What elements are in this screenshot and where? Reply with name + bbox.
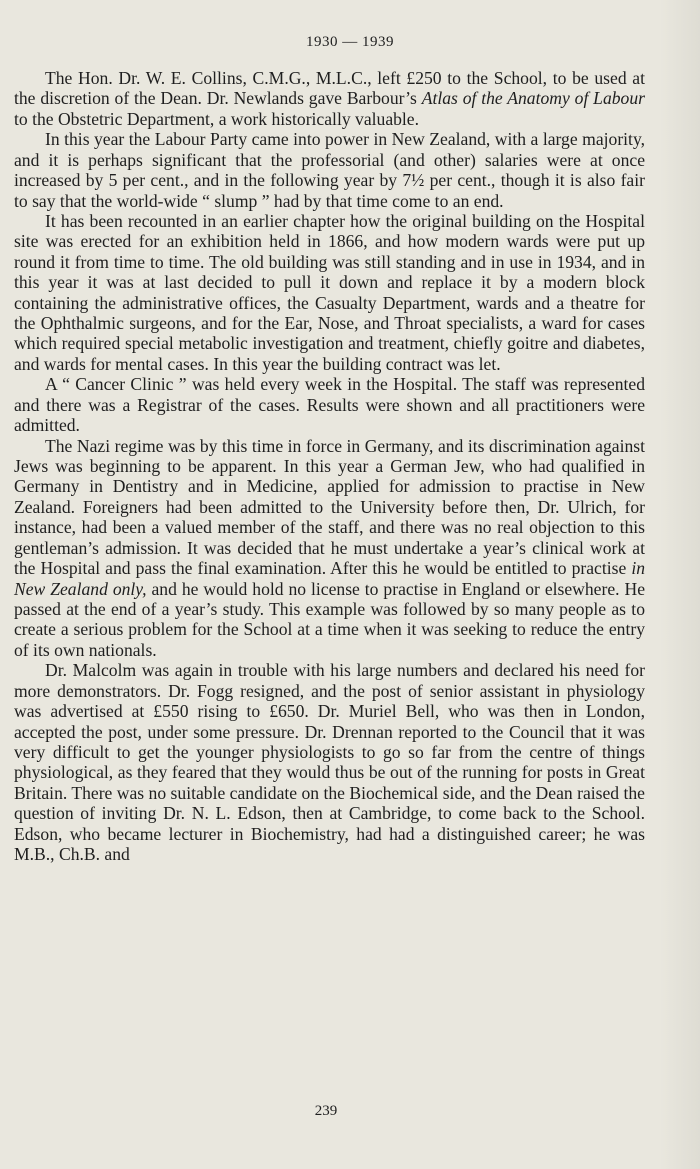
book-title: Atlas of the Anatomy of Labour bbox=[421, 88, 645, 109]
paragraph-labour-party bbox=[14, 129, 645, 211]
paragraph-bequest bbox=[14, 68, 645, 129]
text-run: It has been recounted in an earlier chapter how the original building on the Hospital site was erected for an exhibition held in 1866, and how modern wards were put up round it from time to time. The old building was still standing and in use in 1934, and in this year it was at last decided to pull it down and replace it by a modern block containing the administrative offices, the Casualty Department, wards and a theatre for the Ophthalmic surgeons, and for the Ear, Nose, and Throat specialists, a ward for cases which required special metabolic investigation and treatment, chiefly goitre and diabetes, and wards for mental cases. In this year the building contract was let. bbox=[14, 210, 645, 374]
paragraph-cancer-clinic bbox=[14, 374, 645, 435]
paragraph-demonstrators bbox=[14, 660, 645, 864]
text-run: to the Obstetric Department, a work historically valuable. bbox=[14, 108, 420, 129]
running-head: 1930 — 1939 bbox=[306, 34, 394, 50]
text-run: The Nazi regime was by this time in force in Germany, and its discrimination against Jews was beginning to be apparent. In this year a German Jew, who had qualified in Germany in Dentistry and in Medicine, applied for admission to practise in New Zealand. Foreigners had been admitted to the University before then, Dr. Ulrich, for instance, had been a valued member of the staff, and there was no real objection to this gentleman’s admission. It was decided that he must undertake a year’s clinical work at the Hospital and pass the final examination. After this he would be entitled to practise bbox=[14, 435, 645, 579]
text-run: The Hon. Dr. W. E. Collins, C.M.G., M.L.C., left £250 to the School, to be used at the discretion of the Dean. Dr. Newlands gave Barbour’s bbox=[14, 68, 645, 109]
text-run: Dr. Malcolm was again in trouble with his large numbers and declared his need for more demonstrators. Dr. Fogg resigned, and the post of senior assistant in physiology was advertised at £550 rising to £650. Dr. Muriel Bell, who was then in London, accepted the post, under some pressure. Dr. Drennan reported to the Council that it was very difficult to get the younger physiologists to go so far from the centre of things physiological, as they feared that they would thus be out of the running for posts in Great Britain. There was no suitable candidate on the Biochemical side, and the Dean raised the question of inviting Dr. N. L. Edson, then at Cambridge, to come back to the School. Edson, who became lecturer in Biochemistry, had had a distinguished career; he was M.B., Ch.B. and bbox=[14, 660, 645, 865]
body-text bbox=[14, 68, 645, 864]
text-run: A “ Cancer Clinic ” was held every week in the Hospital. The staff was represented and there was a Registrar of the cases. Results were shown and all practitioners were admitted. bbox=[14, 374, 645, 436]
paragraph-hospital-building bbox=[14, 211, 645, 374]
page-number: 239 bbox=[314, 1103, 338, 1119]
text-run: and he would hold no license to practise in England or elsewhere. He passed at the end of a year’s study. This example was followed by so many people as to create a serious problem for the School at a time when it was seeking to reduce the entry of its own nationals. bbox=[14, 578, 646, 660]
page-edge-shadow bbox=[660, 0, 700, 1169]
italic-phrase: in New Zealand only, bbox=[14, 558, 645, 599]
paragraph-nazi-regime bbox=[14, 436, 645, 661]
text-run: In this year the Labour Party came into power in New Zealand, with a large majority, and it is perhaps significant that the professorial (and other) salaries were at once increased by 5 per cent., and in the following year by 7½ per cent., though it is also fair to say that the world-wide “ slump ” had by that time come to an end. bbox=[14, 129, 645, 211]
